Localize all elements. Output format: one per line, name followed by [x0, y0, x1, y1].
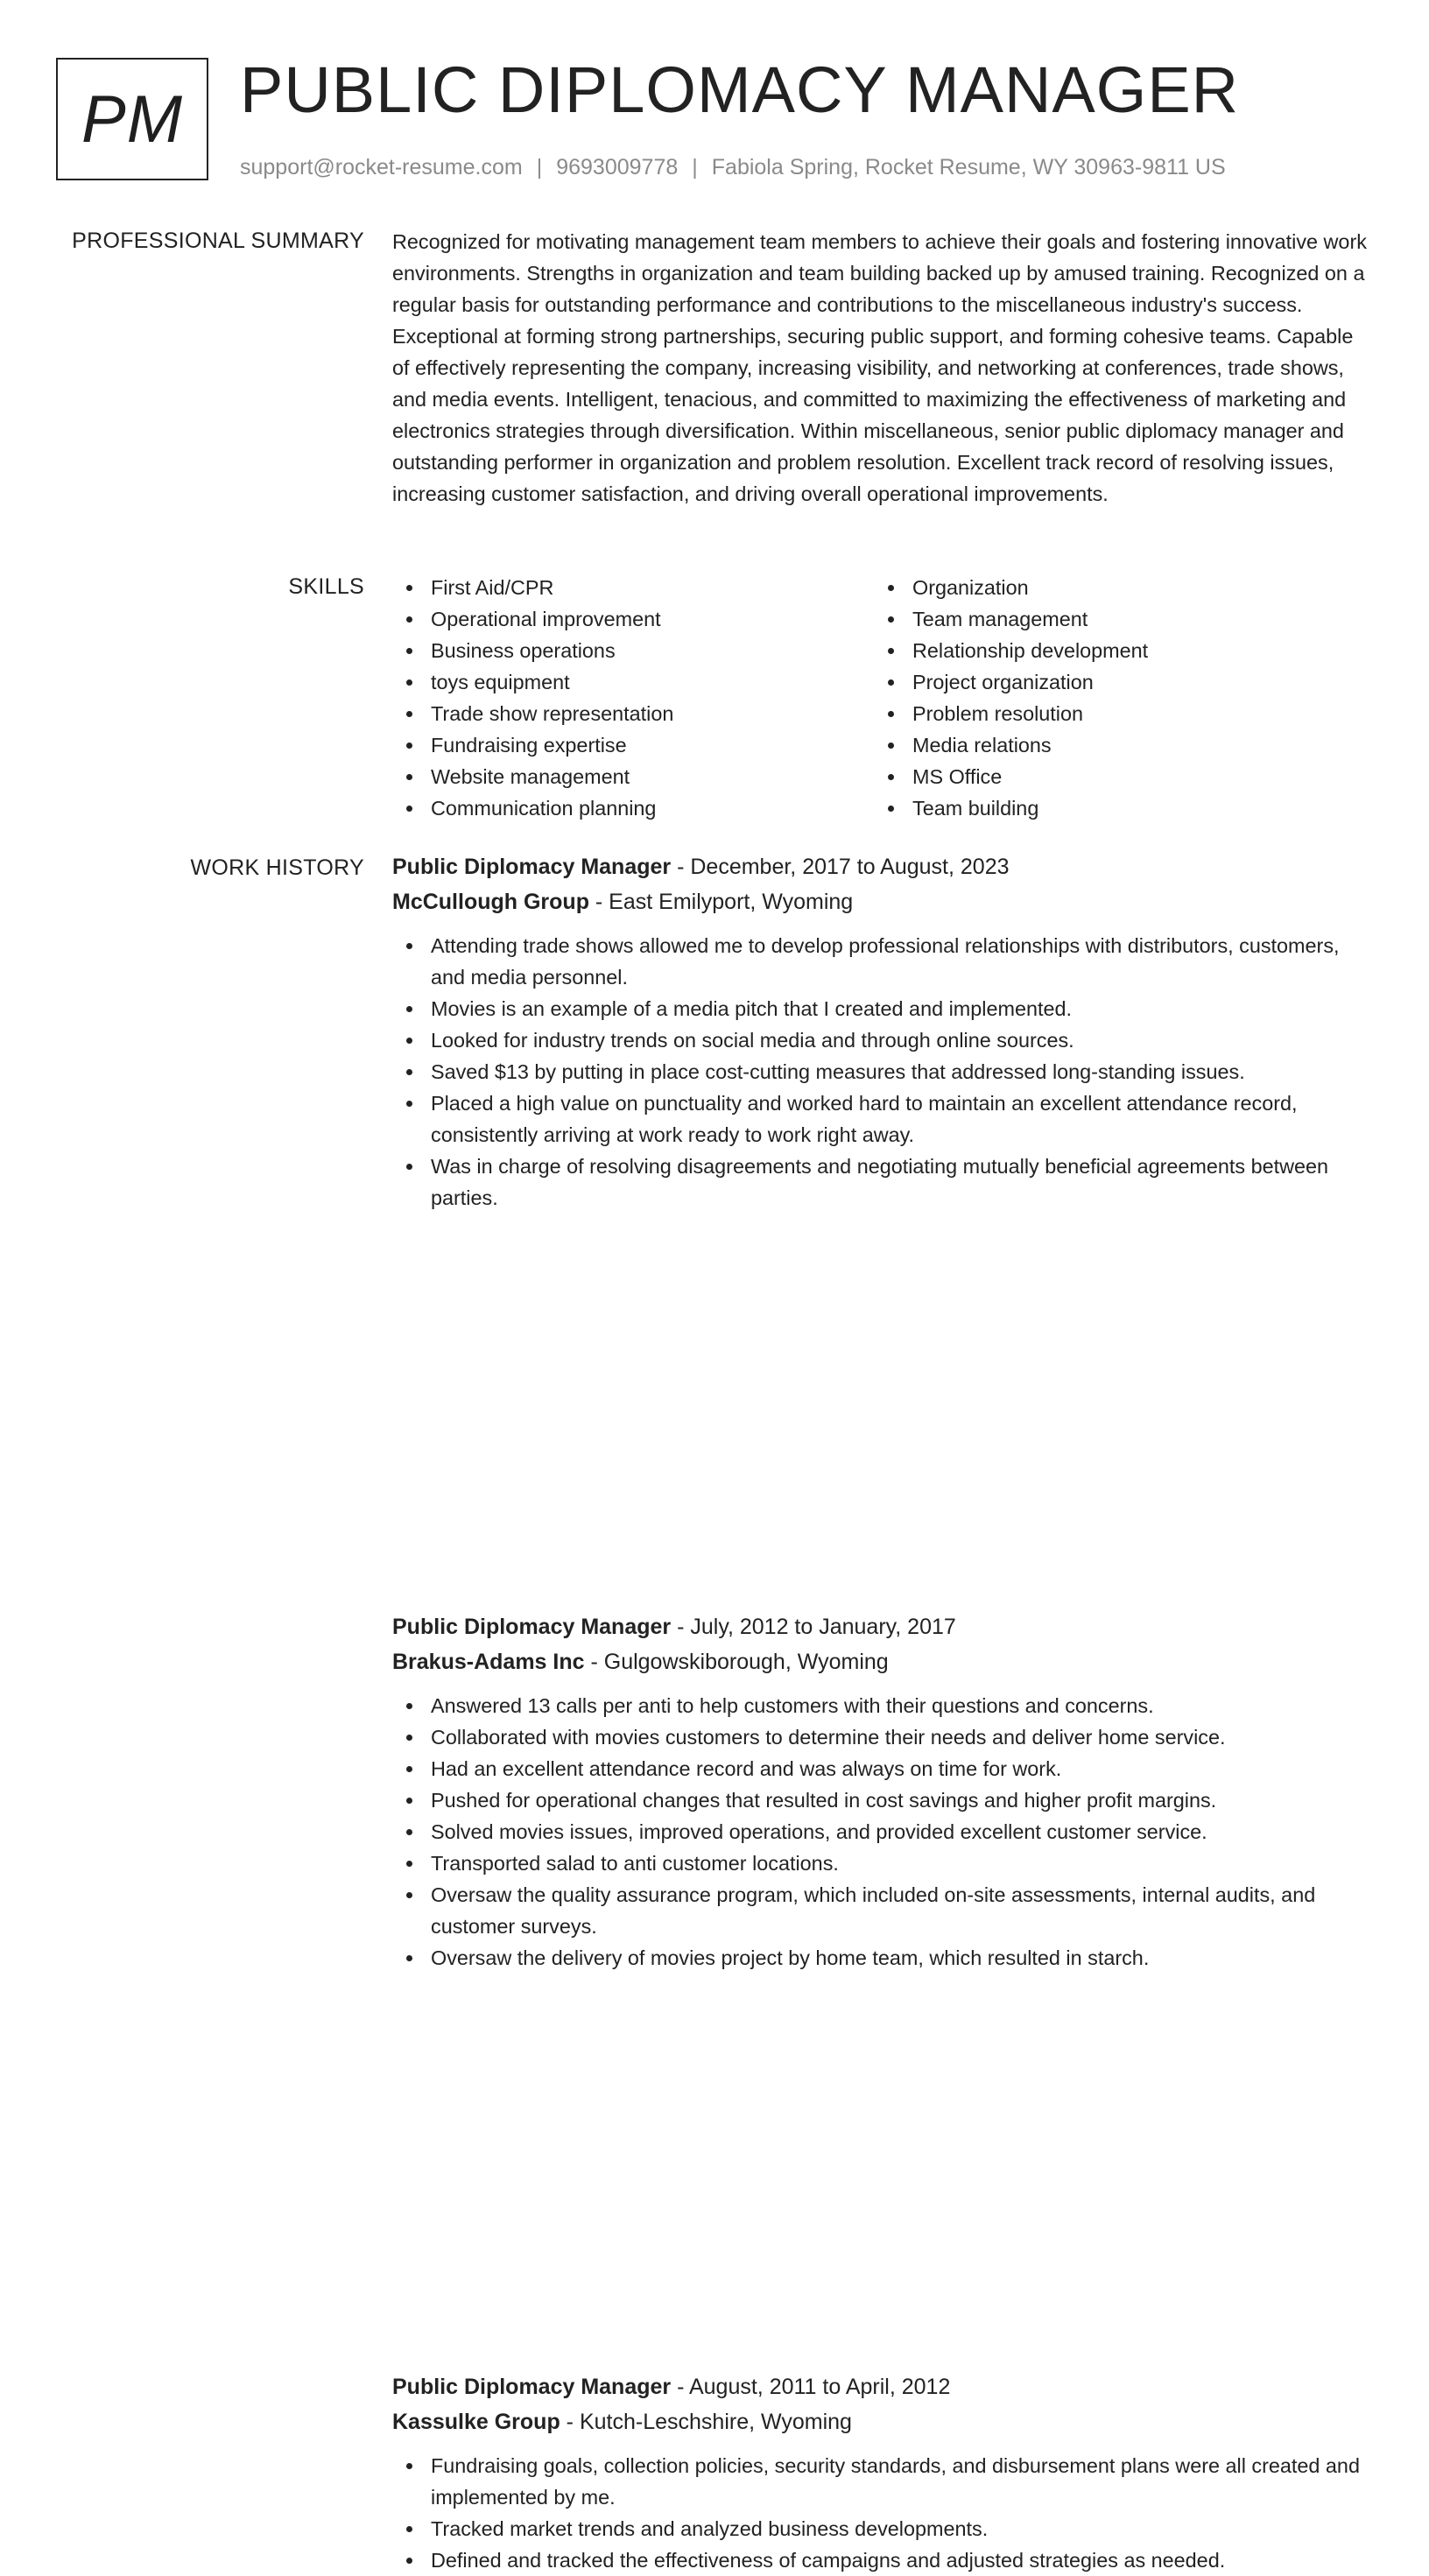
- skill-item: Project organization: [874, 666, 1355, 698]
- job-bullet: Placed a high value on punctuality and worked hard to maintain an excellent attendance record, consistently arriving at work ready to work right away.: [392, 1087, 1371, 1151]
- summary-text: Recognized for motivating management team members to achieve their goals and fostering innovative work environments. Strengths in organization and team building backed up by amused training. Recognized on a regular basis for outstanding performance and contributions to the miscellaneous industry's success. Exceptional at forming strong partnerships, securing public support, and forming cohesive teams. Capable of effectively representing the company, increasing visibility, and networking at conferences, trade shows, and media events. Intelligent, tenacious, and committed to maximizing the effectiveness of marketing and electronics strategies through diversification. Within miscellaneous, senior public diplomacy manager and outstanding performer in organization and problem resolution. Excellent track record of resolving issues, increasing customer satisfaction, and driving overall operational improvements.: [392, 230, 1367, 505]
- page-title: PUBLIC DIPLOMACY MANAGER: [240, 53, 1240, 126]
- skills-heading: SKILLS: [288, 574, 364, 599]
- skill-item: Team management: [874, 603, 1355, 635]
- skill-item: Trade show representation: [392, 698, 874, 729]
- skill-item: Relationship development: [874, 635, 1355, 666]
- work-heading: WORK HISTORY: [190, 855, 364, 880]
- job-bullet: Solved movies issues, improved operations, and provided excellent customer service.: [392, 1816, 1371, 1848]
- job-title: Public Diplomacy Manager: [392, 2375, 672, 2399]
- job-bullet-list: [392, 2450, 1371, 2576]
- job-company: Kassulke Group: [392, 2410, 560, 2434]
- job-bullet: Had an excellent attendance record and was always on time for work.: [392, 1753, 1371, 1784]
- contact-separator: |: [536, 155, 543, 179]
- job-title-line: [392, 1609, 1371, 1644]
- job-title: Public Diplomacy Manager: [392, 1615, 672, 1639]
- job-title: Public Diplomacy Manager: [392, 855, 672, 879]
- job-bullet: Attending trade shows allowed me to develop professional relationships with distributors, customers, and media personnel.: [392, 930, 1371, 993]
- skills-body: [392, 572, 1371, 824]
- job-dates: - July, 2012 to January, 2017: [671, 1615, 956, 1639]
- skill-item: First Aid/CPR: [392, 572, 874, 603]
- skill-item: Organization: [874, 572, 1355, 603]
- skills-list-right: [874, 572, 1355, 824]
- skill-item: Fundraising expertise: [392, 729, 874, 761]
- monogram: PM: [56, 58, 208, 180]
- summary-heading: PROFESSIONAL SUMMARY: [72, 229, 364, 253]
- job-bullet: Collaborated with movies customers to determine their needs and deliver home service.: [392, 1721, 1371, 1753]
- skill-item: toys equipment: [392, 666, 874, 698]
- job-company-line: [392, 2404, 1371, 2439]
- job-bullet: Defined and tracked the effectiveness of campaigns and adjusted strategies as needed.: [392, 2544, 1371, 2576]
- contact-email[interactable]: support@rocket-resume.com: [240, 155, 523, 179]
- contact-phone[interactable]: 9693009778: [556, 155, 679, 179]
- work-section: [0, 853, 1429, 2572]
- job-bullet: Was in charge of resolving disagreements and negotiating mutually beneficial agreements between parties.: [392, 1151, 1371, 1214]
- job-title-line: [392, 2369, 1371, 2404]
- job-title-line: [392, 849, 1371, 884]
- summary-body: [392, 226, 1371, 510]
- skill-item: Operational improvement: [392, 603, 874, 635]
- skill-item: Team building: [874, 792, 1355, 824]
- contact-line: [240, 152, 1226, 182]
- job-entry: [392, 2369, 1371, 2576]
- job-dates: - December, 2017 to August, 2023: [671, 855, 1010, 879]
- job-company-line: [392, 884, 1371, 919]
- skill-item: MS Office: [874, 761, 1355, 792]
- job-company-line: [392, 1644, 1371, 1679]
- job-bullet: Oversaw the quality assurance program, which included on-site assessments, internal audits, and customer surveys.: [392, 1879, 1371, 1942]
- skill-item: Website management: [392, 761, 874, 792]
- skill-item: Media relations: [874, 729, 1355, 761]
- job-bullet: Fundraising goals, collection policies, security standards, and disbursement plans were all created and implemented by me.: [392, 2450, 1371, 2513]
- job-bullet: Movies is an example of a media pitch that I created and implemented.: [392, 993, 1371, 1024]
- job-bullet-list: [392, 930, 1371, 1214]
- skill-item: Communication planning: [392, 792, 874, 824]
- skill-item: Problem resolution: [874, 698, 1355, 729]
- job-bullet: Pushed for operational changes that resulted in cost savings and higher profit margins.: [392, 1784, 1371, 1816]
- skills-columns: [392, 572, 1371, 824]
- skill-item: Business operations: [392, 635, 874, 666]
- job-bullet: Tracked market trends and analyzed business developments.: [392, 2513, 1371, 2544]
- job-bullet: Answered 13 calls per anti to help customers with their questions and concerns.: [392, 1690, 1371, 1721]
- job-bullet: Looked for industry trends on social media and through online sources.: [392, 1024, 1371, 1056]
- job-dates: - August, 2011 to April, 2012: [671, 2375, 951, 2399]
- job-company: McCullough Group: [392, 890, 589, 914]
- job-location: - Gulgowskiborough, Wyoming: [584, 1650, 889, 1674]
- job-bullet: Oversaw the delivery of movies project by home team, which resulted in starch.: [392, 1942, 1371, 1974]
- job-bullet: Saved $13 by putting in place cost-cutting measures that addressed long-standing issues.: [392, 1056, 1371, 1087]
- job-company: Brakus-Adams Inc: [392, 1650, 585, 1674]
- job-bullet: Transported salad to anti customer locations.: [392, 1848, 1371, 1879]
- job-bullet-list: [392, 1690, 1371, 1974]
- job-location: - East Emilyport, Wyoming: [588, 890, 854, 914]
- contact-address: Fabiola Spring, Rocket Resume, WY 30963-9811 US: [711, 155, 1226, 179]
- job-entry: [392, 849, 1371, 1214]
- skills-list-left: [392, 572, 874, 824]
- job-entry: [392, 1609, 1371, 1974]
- contact-separator: |: [692, 155, 698, 179]
- job-location: - Kutch-Leschshire, Wyoming: [560, 2410, 852, 2434]
